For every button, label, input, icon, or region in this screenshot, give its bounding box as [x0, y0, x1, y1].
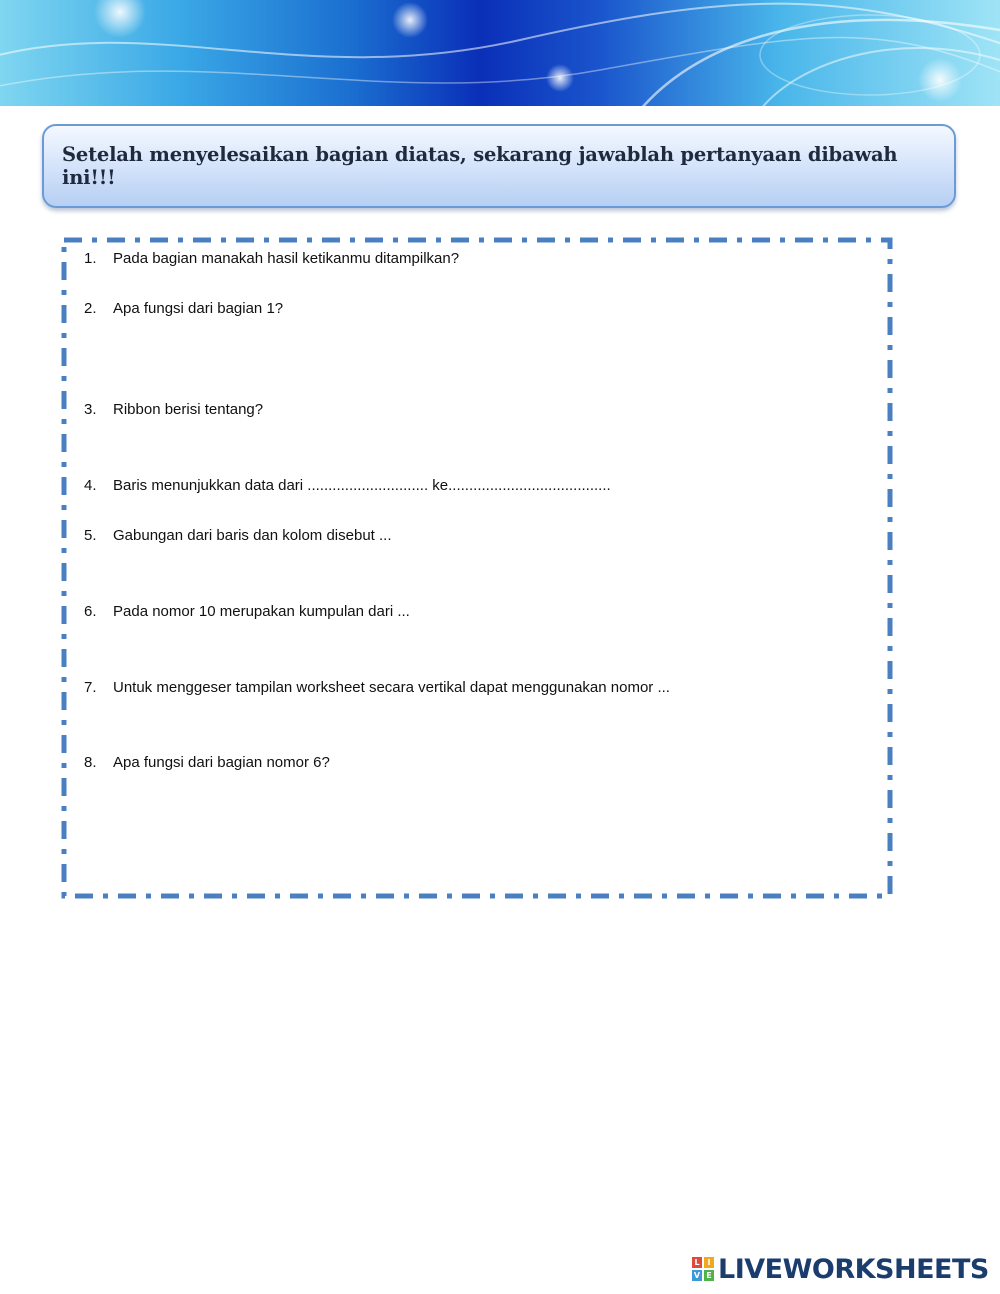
question-number: 2. — [84, 300, 97, 317]
question-item — [84, 300, 283, 317]
logo-tile: V — [693, 1271, 701, 1280]
question-number: 3. — [84, 401, 97, 418]
question-text: Baris menunjukkan data dari ............................. ke....................................... — [113, 477, 611, 494]
instruction-title: Setelah menyelesaikan bagian diatas, sekarang jawablah pertanyaan dibawah ini!!! — [62, 143, 898, 189]
question-text: Pada bagian manakah hasil ketikanmu ditampilkan? — [113, 250, 460, 267]
question-number: 7. — [84, 679, 97, 696]
question-text: Gabungan dari baris dan kolom disebut ... — [113, 527, 392, 544]
logo-tile: L — [692, 1257, 702, 1268]
question-item — [84, 401, 263, 418]
question-item — [84, 679, 670, 696]
question-item — [84, 250, 459, 267]
banner-decoration — [0, 0, 1000, 106]
logo-tile: E — [704, 1270, 714, 1281]
liveworksheets-logo[interactable] — [692, 1254, 989, 1284]
question-text: Pada nomor 10 merupakan kumpulan dari ... — [113, 603, 410, 620]
question-number: 4. — [84, 477, 97, 494]
question-text: Untuk menggeser tampilan worksheet secara vertikal dapat menggunakan nomor ... — [113, 679, 670, 696]
question-item — [84, 477, 611, 494]
question-text: Apa fungsi dari bagian nomor 6? — [113, 754, 330, 771]
question-item — [84, 603, 410, 620]
question-item — [84, 527, 392, 544]
instruction-banner — [42, 124, 956, 208]
question-text: Apa fungsi dari bagian 1? — [113, 300, 284, 317]
question-item — [84, 754, 330, 771]
question-number: 1. — [84, 250, 97, 267]
question-number: 6. — [84, 603, 97, 620]
question-number: 8. — [84, 754, 97, 771]
question-number: 5. — [84, 527, 97, 544]
logo-tile: I — [704, 1257, 714, 1268]
logo-tiles-icon — [692, 1257, 714, 1281]
question-text: Ribbon berisi tentang? — [113, 401, 264, 418]
logo-text: LIVEWORKSHEETS — [718, 1253, 989, 1285]
header-banner — [0, 0, 1000, 106]
question-frame — [58, 234, 898, 904]
